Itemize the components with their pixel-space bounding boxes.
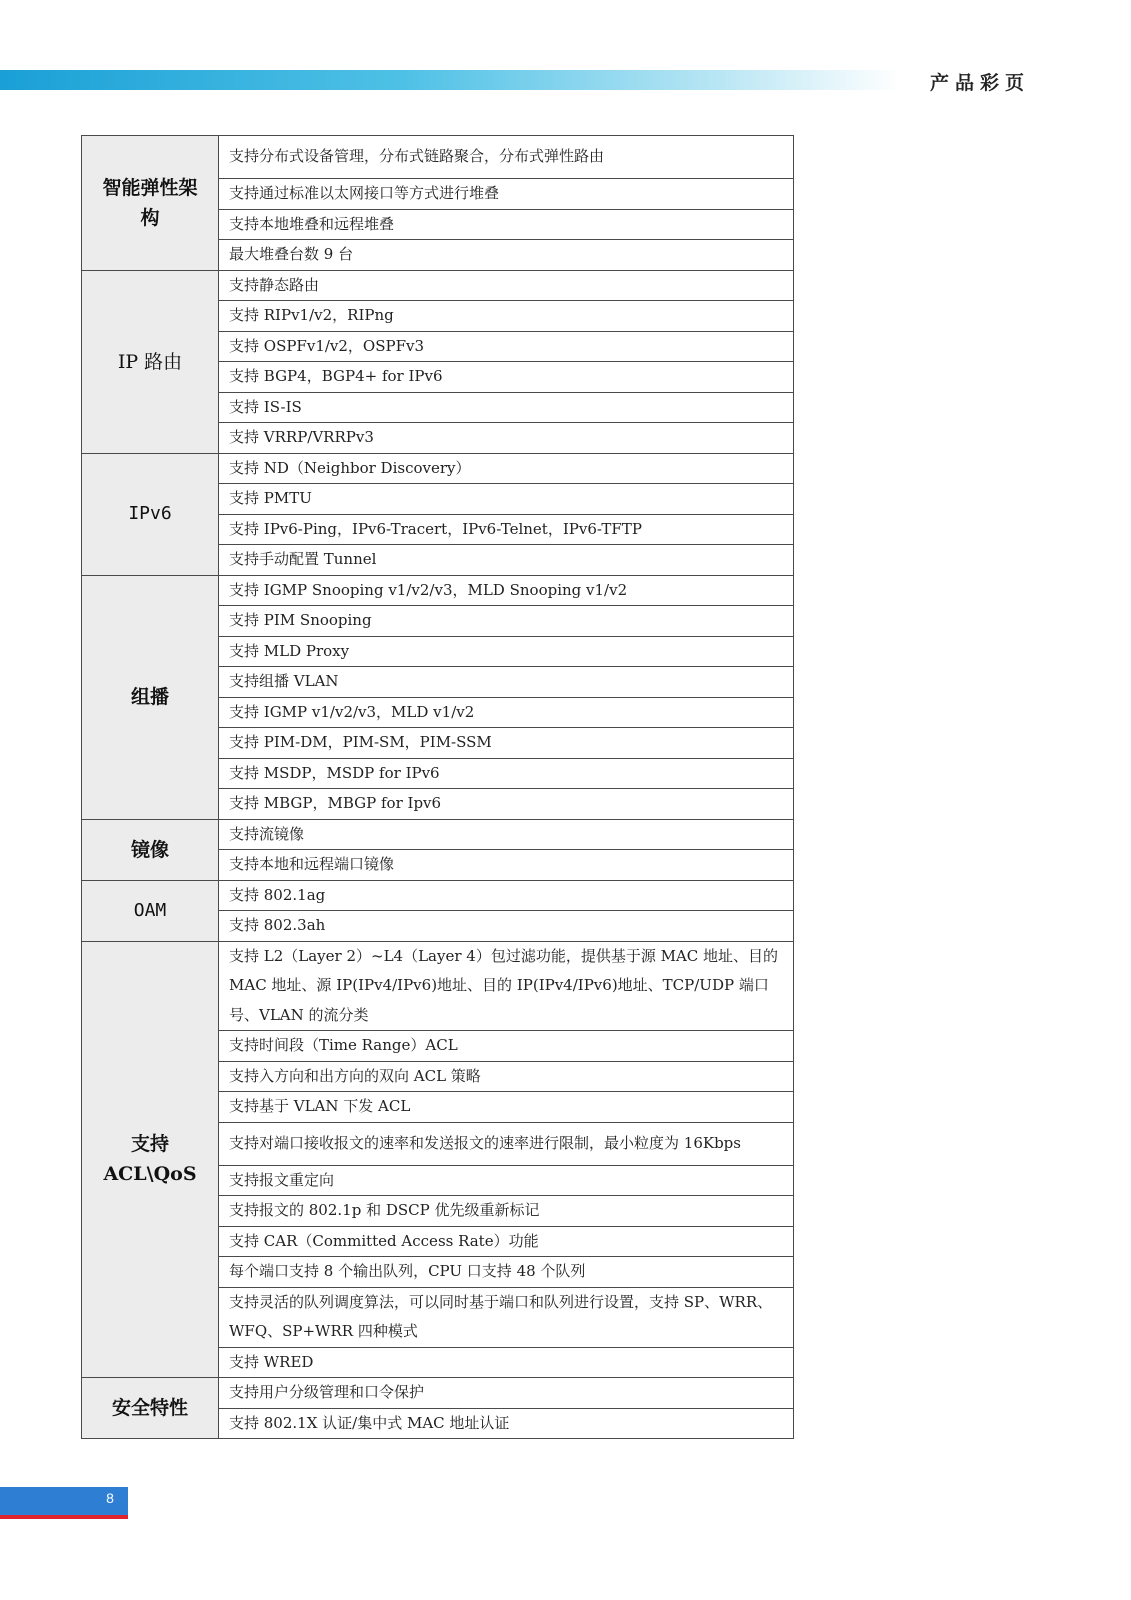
category-cell: IP 路由 (82, 270, 219, 453)
feature-cell: 支持灵活的队列调度算法，可以同时基于端口和队列进行设置，支持 SP、WRR、WFQ、SP+WRR 四种模式 (219, 1287, 794, 1347)
header-title: 产品彩页 (930, 72, 1031, 94)
table-row (82, 819, 794, 850)
feature-cell: 支持入方向和出方向的双向 ACL 策略 (219, 1061, 794, 1092)
feature-cell: 支持 802.1ag (219, 880, 794, 911)
feature-cell: 支持流镜像 (219, 819, 794, 850)
feature-cell: 支持对端口接收报文的速率和发送报文的速率进行限制，最小粒度为 16Kbps (219, 1122, 794, 1165)
feature-cell: 支持 802.3ah (219, 911, 794, 942)
feature-cell: 支持报文的 802.1p 和 DSCP 优先级重新标记 (219, 1196, 794, 1227)
feature-cell: 支持 IGMP v1/v2/v3，MLD v1/v2 (219, 697, 794, 728)
feature-cell: 支持 L2（Layer 2）~L4（Layer 4）包过滤功能，提供基于源 MAC 地址、目的 MAC 地址、源 IP(IPv4/IPv6)地址、目的 IP(IPv4/IPv6)地址、TCP/UDP 端口号、VLAN 的流分类 (219, 941, 794, 1031)
feature-cell: 支持 ND（Neighbor Discovery） (219, 453, 794, 484)
category-cell: 智能弹性架构 (82, 136, 219, 271)
header-gradient-bar (0, 70, 900, 90)
table-row (82, 880, 794, 911)
feature-cell: 支持 CAR（Committed Access Rate）功能 (219, 1226, 794, 1257)
feature-cell: 支持本地和远程端口镜像 (219, 850, 794, 881)
feature-cell: 支持用户分级管理和口令保护 (219, 1378, 794, 1409)
feature-cell: 支持 OSPFv1/v2，OSPFv3 (219, 331, 794, 362)
category-cell: OAM (82, 880, 219, 941)
feature-cell: 支持通过标准以太网接口等方式进行堆叠 (219, 179, 794, 210)
feature-cell: 支持 PMTU (219, 484, 794, 515)
category-cell: IPv6 (82, 453, 219, 575)
feature-cell: 支持时间段（Time Range）ACL (219, 1031, 794, 1062)
page-number: 8 (106, 1490, 114, 1506)
feature-cell: 支持 PIM-DM，PIM-SM，PIM-SSM (219, 728, 794, 759)
feature-cell: 支持 IGMP Snooping v1/v2/v3，MLD Snooping v1/v2 (219, 575, 794, 606)
feature-cell: 支持组播 VLAN (219, 667, 794, 698)
category-cell: 支持 ACL\QoS (82, 941, 219, 1378)
feature-cell: 支持 MSDP，MSDP for IPv6 (219, 758, 794, 789)
feature-cell: 每个端口支持 8 个输出队列，CPU 口支持 48 个队列 (219, 1257, 794, 1288)
table-row (82, 136, 794, 179)
category-cell: 镜像 (82, 819, 219, 880)
category-cell: 组播 (82, 575, 219, 819)
feature-cell: 最大堆叠台数 9 台 (219, 240, 794, 271)
feature-cell: 支持 WRED (219, 1347, 794, 1378)
category-cell: 安全特性 (82, 1378, 219, 1439)
feature-cell: 支持 IS-IS (219, 392, 794, 423)
feature-cell: 支持本地堆叠和远程堆叠 (219, 209, 794, 240)
feature-cell: 支持 IPv6-Ping，IPv6-Tracert，IPv6-Telnet，IPv6-TFTP (219, 514, 794, 545)
table-row (82, 453, 794, 484)
feature-cell: 支持静态路由 (219, 270, 794, 301)
feature-cell: 支持分布式设备管理，分布式链路聚合，分布式弹性路由 (219, 136, 794, 179)
feature-cell: 支持 MLD Proxy (219, 636, 794, 667)
feature-cell: 支持报文重定向 (219, 1165, 794, 1196)
feature-cell: 支持 802.1X 认证/集中式 MAC 地址认证 (219, 1408, 794, 1439)
table-row (82, 1378, 794, 1409)
feature-cell: 支持 BGP4，BGP4+ for IPv6 (219, 362, 794, 393)
feature-cell: 支持 RIPv1/v2，RIPng (219, 301, 794, 332)
table-row (82, 270, 794, 301)
spec-table (81, 135, 794, 1439)
feature-cell: 支持基于 VLAN 下发 ACL (219, 1092, 794, 1123)
table-row (82, 941, 794, 1031)
feature-cell: 支持 MBGP，MBGP for Ipv6 (219, 789, 794, 820)
feature-cell: 支持 VRRP/VRRPv3 (219, 423, 794, 454)
feature-cell: 支持 PIM Snooping (219, 606, 794, 637)
feature-cell: 支持手动配置 Tunnel (219, 545, 794, 576)
table-row (82, 575, 794, 606)
